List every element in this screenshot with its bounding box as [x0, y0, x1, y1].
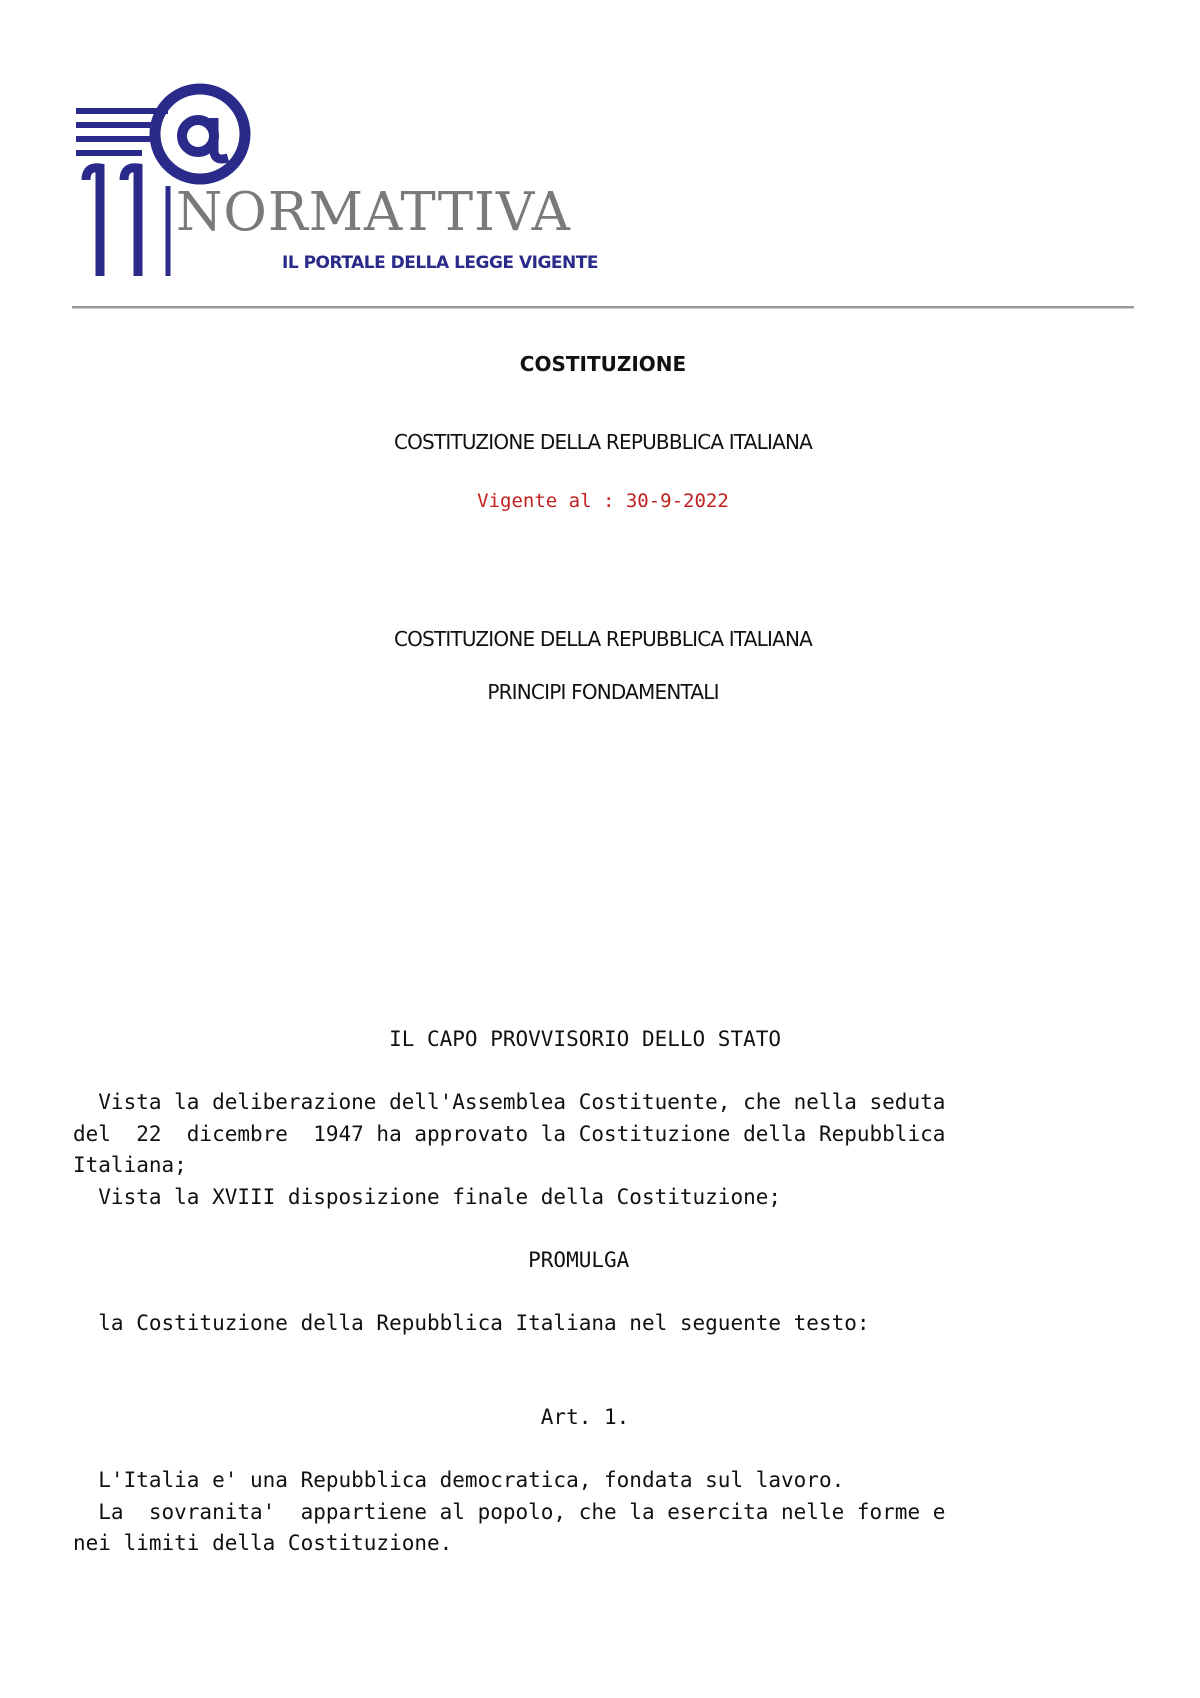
logo-wordmark: NORMATTIVA — [176, 182, 571, 243]
document-title: COSTITUZIONE — [519, 352, 687, 376]
header-divider — [72, 306, 1134, 309]
document-subtitle: COSTITUZIONE DELLA REPUBBLICA ITALIANA — [393, 430, 813, 454]
normattiva-logo — [72, 82, 612, 282]
section-subtitle: PRINCIPI FONDAMENTALI — [487, 680, 719, 704]
section-title: COSTITUZIONE DELLA REPUBBLICA ITALIANA — [393, 627, 813, 651]
preamble-text: IL CAPO PROVVISORIO DELLO STATO Vista la deliberazione dell'Assemblea Costituente, che nella seduta del 22 dicembre 1947 ha approvato la Costituzione della Repubblica Italiana; Vista la XVIII disposizione finale della Costituzione; PROMULGA la Costituzione della Repubblica Italiana nel seguente testo: — [73, 1027, 946, 1335]
vigente-date: Vigente al : 30-9-2022 — [477, 490, 729, 512]
article-1-text: Art. 1. L'Italia e' una Repubblica democratica, fondata sul lavoro. La sovranita' appartiene al popolo, che la esercita nelle forme e nei limiti della Costituzione. — [73, 1405, 946, 1555]
logo-tagline: IL PORTALE DELLA LEGGE VIGENTE — [282, 253, 598, 273]
